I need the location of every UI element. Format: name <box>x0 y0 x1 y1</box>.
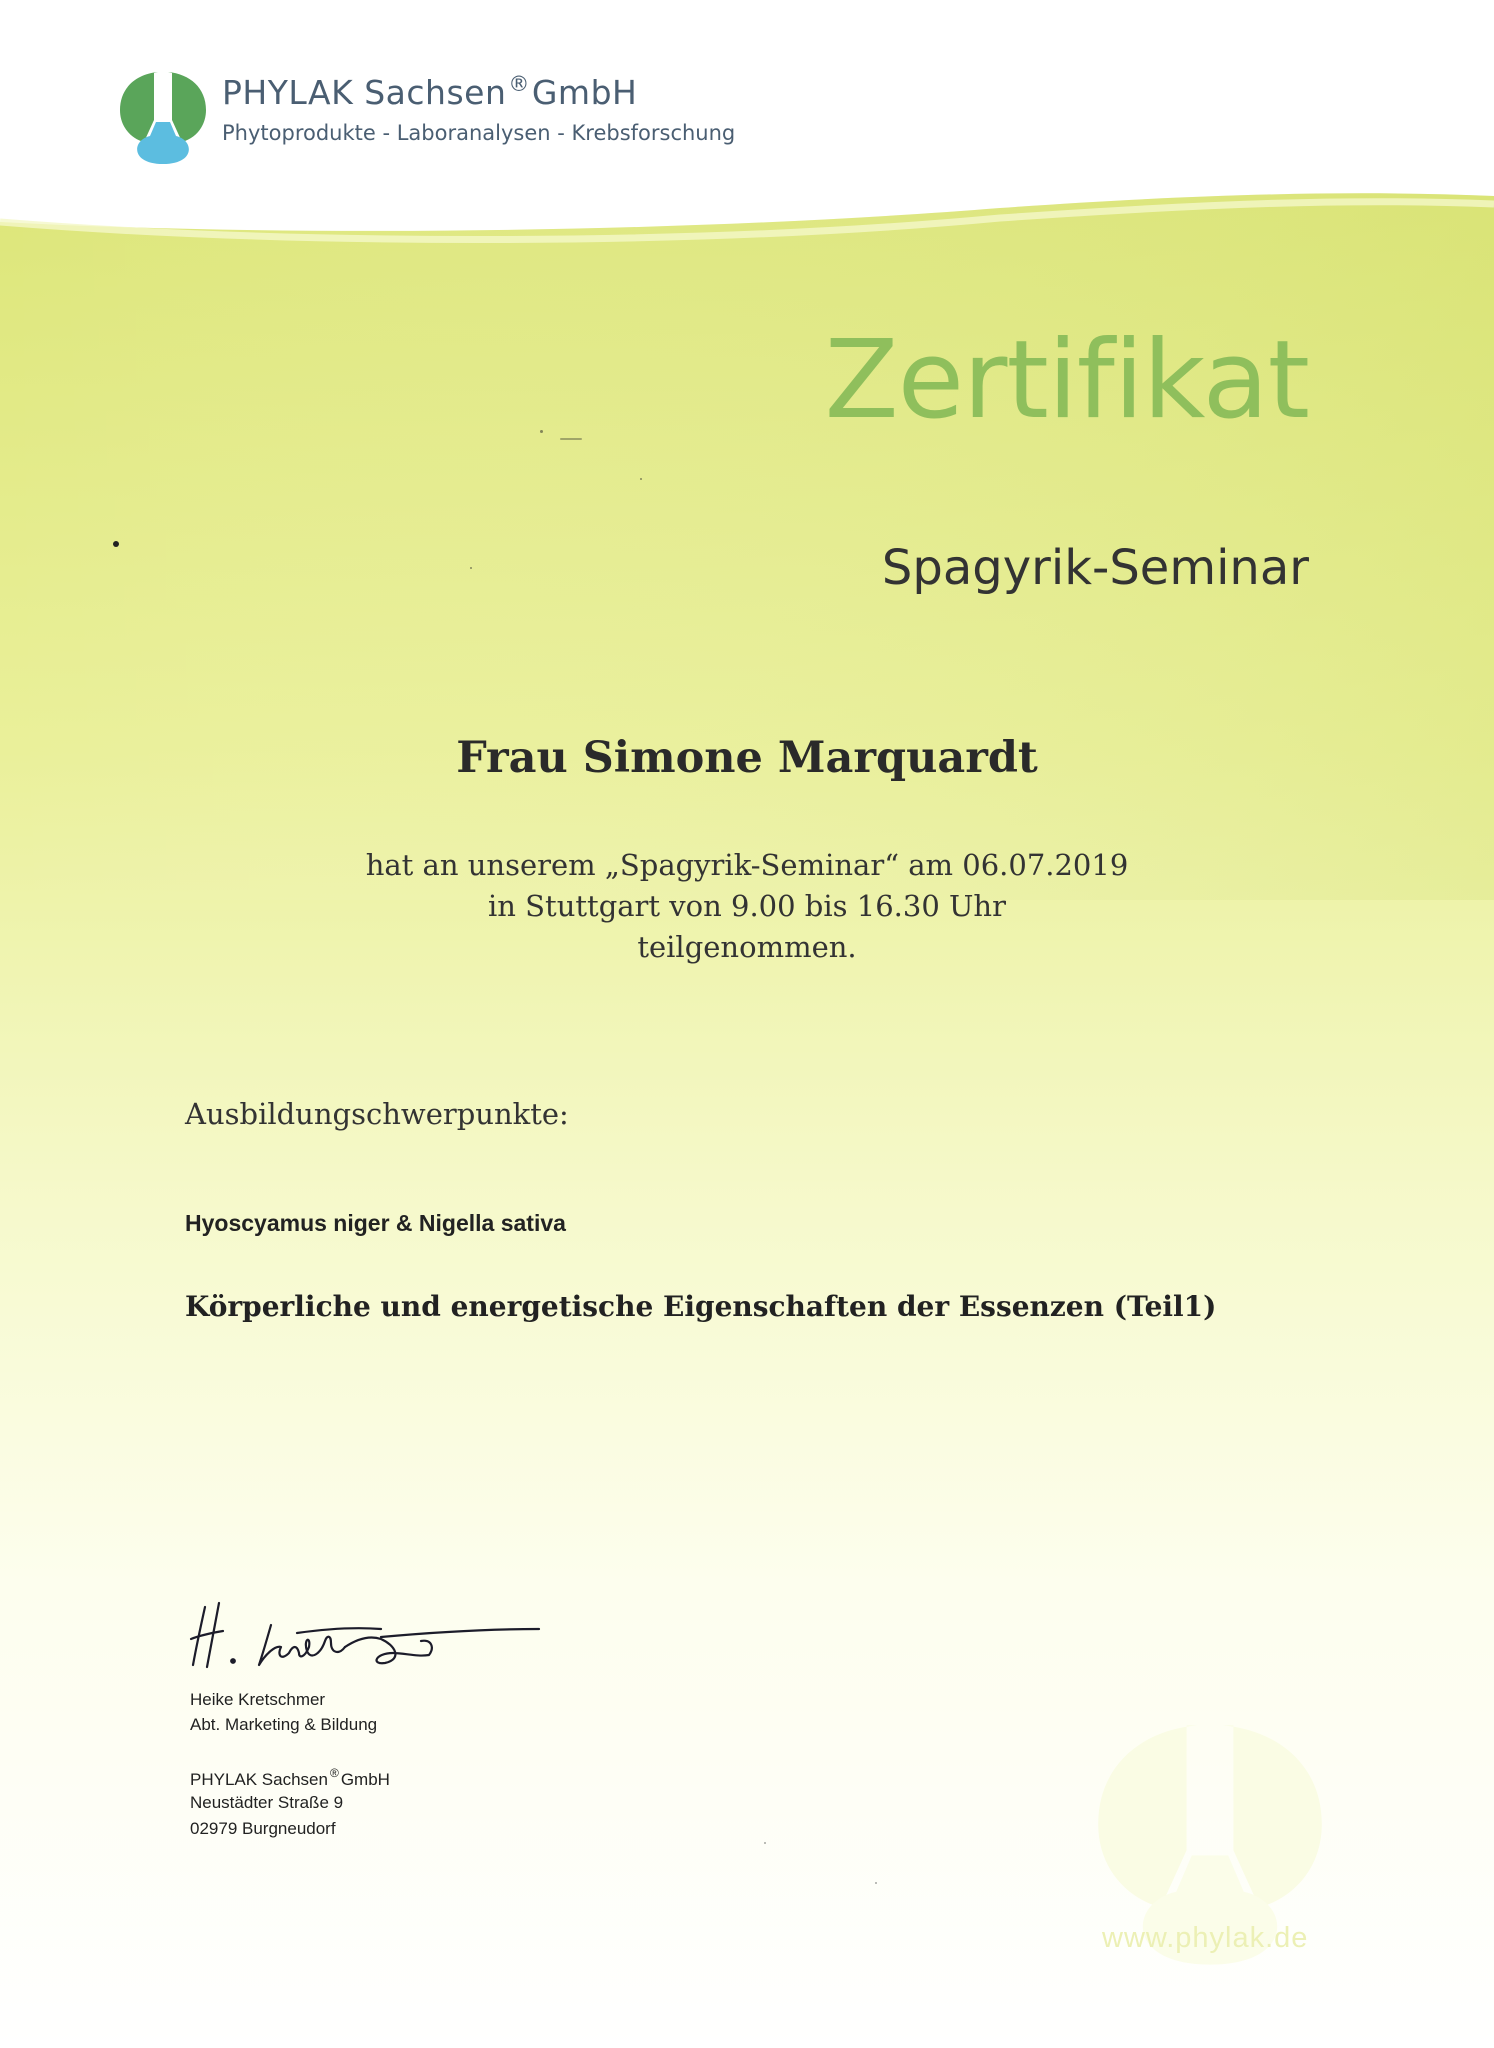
registered-mark: ® <box>508 72 530 96</box>
focus-label: Ausbildungschwerpunkte: <box>185 1097 569 1131</box>
body-line-2: in Stuttgart von 9.00 bis 16.30 Uhr <box>488 889 1006 923</box>
company-name-main: PHYLAK Sachsen <box>222 73 507 112</box>
company-tagline: Phytoprodukte - Laboranalysen - Krebsforschung <box>222 121 736 145</box>
certificate-subtitle: Spagyrik-Seminar <box>881 540 1309 596</box>
body-line-1: hat an unserem „Spagyrik-Seminar“ am 06.07.2019 <box>365 848 1129 882</box>
topic-item: Körperliche und energetische Eigenschaften der Essenzen (Teil1) <box>185 1290 1217 1323</box>
certificate-title: Zertifikat <box>824 318 1309 443</box>
body-line-3: teilgenommen. <box>637 930 857 964</box>
scan-speck <box>540 430 543 433</box>
recipient-name: Frau Simone Marquardt <box>456 733 1038 783</box>
signatory-name: Heike Kretschmer <box>190 1690 326 1709</box>
scan-speck <box>470 567 472 569</box>
scan-speck <box>113 541 119 547</box>
scan-speck <box>560 438 582 440</box>
scan-speck <box>875 1882 877 1884</box>
signatory-company-name: PHYLAK Sachsen <box>190 1770 328 1789</box>
scan-speck <box>764 1842 766 1844</box>
website-link: www.phylak.de <box>1102 1922 1309 1954</box>
signatory-department: Abt. Marketing & Bildung <box>190 1715 378 1734</box>
company-name <box>222 72 637 112</box>
topic-item: Hyoscyamus niger & Nigella sativa <box>185 1210 566 1236</box>
company-name-suffix: GmbH <box>531 73 638 112</box>
phylak-logo-icon <box>118 68 208 168</box>
registered-mark: ® <box>329 1766 339 1780</box>
signatory-city: 02979 Burgneudorf <box>190 1819 336 1838</box>
scan-speck <box>640 478 642 480</box>
signatory-company-suffix: GmbH <box>340 1770 390 1789</box>
signatory-street: Neustädter Straße 9 <box>190 1793 344 1812</box>
signatory-company <box>190 1766 390 1790</box>
handwritten-signature <box>185 1595 545 1675</box>
